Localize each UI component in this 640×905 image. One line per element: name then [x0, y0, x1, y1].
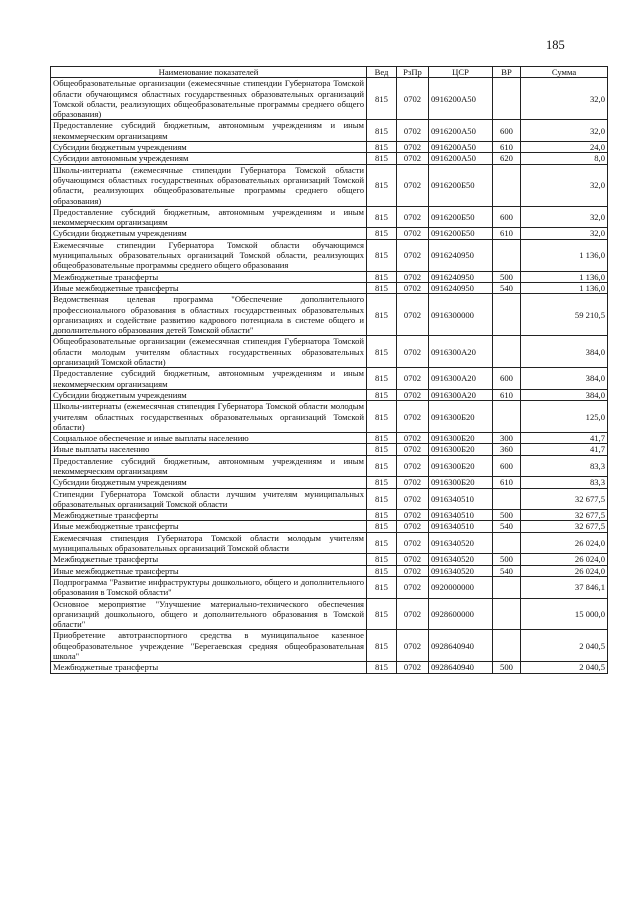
row-ved: 815: [367, 239, 397, 271]
row-name: Иные межбюджетные трансферты: [51, 565, 367, 576]
row-csr: 0916240950: [429, 239, 493, 271]
row-csr: 0916300Б20: [429, 455, 493, 477]
row-rzpr: 0702: [397, 389, 429, 400]
row-csr: 0916340510: [429, 521, 493, 532]
row-rzpr: 0702: [397, 368, 429, 390]
row-vr: 500: [493, 271, 521, 282]
row-ved: 815: [367, 477, 397, 488]
header-name: Наименование показателей: [51, 67, 367, 78]
row-sum: 26 024,0: [521, 532, 608, 554]
table-row: [51, 401, 608, 433]
row-rzpr: 0702: [397, 294, 429, 336]
header-ved: Вед: [367, 67, 397, 78]
row-ved: 815: [367, 164, 397, 206]
row-csr: 0916240950: [429, 271, 493, 282]
row-csr: 0916340510: [429, 488, 493, 510]
row-name: Школы-интернаты (ежемесячные стипендии Губернатора Томской области обучающимся областных государственных образовательных организаций Томской области, реализующих общеобразовательные программы среднего общего образования): [51, 164, 367, 206]
row-csr: 0916340520: [429, 532, 493, 554]
row-ved: 815: [367, 662, 397, 673]
row-rzpr: 0702: [397, 142, 429, 153]
row-rzpr: 0702: [397, 477, 429, 488]
table-row: [51, 662, 608, 673]
row-vr: 300: [493, 433, 521, 444]
row-vr: [493, 630, 521, 662]
row-vr: 600: [493, 455, 521, 477]
row-vr: 610: [493, 228, 521, 239]
row-rzpr: 0702: [397, 153, 429, 164]
row-rzpr: 0702: [397, 662, 429, 673]
row-csr: 0916340520: [429, 565, 493, 576]
budget-table: [50, 66, 608, 674]
row-csr: 0916300А20: [429, 336, 493, 368]
row-ved: 815: [367, 630, 397, 662]
row-name: Ежемесячная стипендия Губернатора Томской области молодым учителям муниципальных образовательных организаций Томской области: [51, 532, 367, 554]
table-row: [51, 153, 608, 164]
row-rzpr: 0702: [397, 120, 429, 142]
row-sum: 32 677,5: [521, 488, 608, 510]
row-vr: [493, 488, 521, 510]
row-vr: 540: [493, 282, 521, 293]
row-rzpr: 0702: [397, 510, 429, 521]
row-vr: [493, 294, 521, 336]
table-row: [51, 433, 608, 444]
row-rzpr: 0702: [397, 532, 429, 554]
row-vr: [493, 78, 521, 120]
table-row: [51, 389, 608, 400]
row-sum: 2 040,5: [521, 630, 608, 662]
table-row: [51, 488, 608, 510]
row-rzpr: 0702: [397, 433, 429, 444]
row-ved: 815: [367, 368, 397, 390]
row-csr: 0916200А50: [429, 153, 493, 164]
row-csr: 0920000000: [429, 576, 493, 598]
row-name: Межбюджетные трансферты: [51, 554, 367, 565]
row-ved: 815: [367, 433, 397, 444]
row-ved: 815: [367, 510, 397, 521]
row-csr: 0916200А50: [429, 120, 493, 142]
row-rzpr: 0702: [397, 488, 429, 510]
row-csr: 0928640940: [429, 630, 493, 662]
row-rzpr: 0702: [397, 455, 429, 477]
row-ved: 815: [367, 598, 397, 630]
row-sum: 32,0: [521, 78, 608, 120]
row-ved: 815: [367, 282, 397, 293]
row-csr: 0916300А20: [429, 368, 493, 390]
row-rzpr: 0702: [397, 228, 429, 239]
row-vr: [493, 239, 521, 271]
row-rzpr: 0702: [397, 630, 429, 662]
row-csr: 0916300000: [429, 294, 493, 336]
row-sum: 384,0: [521, 368, 608, 390]
row-csr: 0916300Б20: [429, 433, 493, 444]
table-row: [51, 142, 608, 153]
row-ved: 815: [367, 153, 397, 164]
row-rzpr: 0702: [397, 554, 429, 565]
table-row: [51, 521, 608, 532]
row-sum: 26 024,0: [521, 565, 608, 576]
row-vr: 500: [493, 662, 521, 673]
row-csr: 0916340510: [429, 510, 493, 521]
row-csr: 0928640940: [429, 662, 493, 673]
row-rzpr: 0702: [397, 78, 429, 120]
row-vr: [493, 532, 521, 554]
row-rzpr: 0702: [397, 282, 429, 293]
row-name: Иные межбюджетные трансферты: [51, 521, 367, 532]
row-name: Стипендии Губернатора Томской области лучшим учителям муниципальных образовательных организаций Томской области: [51, 488, 367, 510]
row-sum: 32,0: [521, 206, 608, 228]
table-row: [51, 120, 608, 142]
header-rzpr: РзПр: [397, 67, 429, 78]
table-row: [51, 576, 608, 598]
row-csr: 0916200Б50: [429, 164, 493, 206]
row-sum: 32,0: [521, 164, 608, 206]
row-sum: 15 000,0: [521, 598, 608, 630]
row-ved: 815: [367, 336, 397, 368]
row-csr: 0916300Б20: [429, 401, 493, 433]
row-name: Приобретение автотранспортного средства в муниципальное казенное общеобразовательное учреждение "Берегаевская средняя общеобразовательная школа": [51, 630, 367, 662]
row-sum: 125,0: [521, 401, 608, 433]
row-sum: 83,3: [521, 477, 608, 488]
row-vr: [493, 164, 521, 206]
row-csr: 0928600000: [429, 598, 493, 630]
row-name: Субсидии автономным учреждениям: [51, 153, 367, 164]
row-rzpr: 0702: [397, 576, 429, 598]
table-row: [51, 271, 608, 282]
row-ved: 815: [367, 455, 397, 477]
row-vr: 610: [493, 477, 521, 488]
row-name: Межбюджетные трансферты: [51, 271, 367, 282]
row-name: Предоставление субсидий бюджетным, автономным учреждениям и иным некоммерческим организациям: [51, 206, 367, 228]
row-ved: 815: [367, 565, 397, 576]
row-csr: 0916200А50: [429, 78, 493, 120]
table-row: [51, 532, 608, 554]
row-ved: 815: [367, 142, 397, 153]
row-sum: 41,7: [521, 444, 608, 455]
row-ved: 815: [367, 554, 397, 565]
row-name: Ведомственная целевая программа "Обеспечение дополнительного профессионального образования в областных государственных образовательных организациях и содействие развитию кадрового потенциала в системе общего и дополнительного образования детей Томской области": [51, 294, 367, 336]
row-sum: 83,3: [521, 455, 608, 477]
table-row: [51, 239, 608, 271]
row-sum: 384,0: [521, 336, 608, 368]
row-ved: 815: [367, 401, 397, 433]
table-row: [51, 368, 608, 390]
row-vr: 610: [493, 389, 521, 400]
row-name: Иные межбюджетные трансферты: [51, 282, 367, 293]
header-vr: ВР: [493, 67, 521, 78]
row-name: Субсидии бюджетным учреждениям: [51, 228, 367, 239]
row-csr: 0916300Б20: [429, 444, 493, 455]
row-vr: [493, 336, 521, 368]
row-vr: 600: [493, 206, 521, 228]
header-sum: Сумма: [521, 67, 608, 78]
table-row: [51, 228, 608, 239]
row-vr: [493, 576, 521, 598]
table-row: [51, 510, 608, 521]
row-sum: 1 136,0: [521, 271, 608, 282]
row-vr: [493, 598, 521, 630]
table-header-row: [51, 67, 608, 78]
row-csr: 0916200Б50: [429, 228, 493, 239]
table-row: [51, 455, 608, 477]
table-row: [51, 78, 608, 120]
table-row: [51, 282, 608, 293]
row-vr: 500: [493, 510, 521, 521]
table-row: [51, 477, 608, 488]
row-name: Субсидии бюджетным учреждениям: [51, 389, 367, 400]
row-sum: 41,7: [521, 433, 608, 444]
page-number: 185: [546, 38, 565, 52]
table-row: [51, 164, 608, 206]
table-row: [51, 598, 608, 630]
row-csr: 0916340520: [429, 554, 493, 565]
row-ved: 815: [367, 521, 397, 532]
row-name: Субсидии бюджетным учреждениям: [51, 142, 367, 153]
row-ved: 815: [367, 78, 397, 120]
row-ved: 815: [367, 228, 397, 239]
row-ved: 815: [367, 120, 397, 142]
row-ved: 815: [367, 389, 397, 400]
row-ved: 815: [367, 532, 397, 554]
row-sum: 32 677,5: [521, 510, 608, 521]
row-name: Школы-интернаты (ежемесячная стипендия Губернатора Томской области молодым учителям областных государственных образовательных организаций Томской области): [51, 401, 367, 433]
row-sum: 32,0: [521, 120, 608, 142]
row-vr: [493, 401, 521, 433]
row-vr: 600: [493, 368, 521, 390]
row-ved: 815: [367, 576, 397, 598]
row-csr: 0916300А20: [429, 389, 493, 400]
row-rzpr: 0702: [397, 206, 429, 228]
row-sum: 1 136,0: [521, 282, 608, 293]
row-vr: 600: [493, 120, 521, 142]
header-csr: ЦСР: [429, 67, 493, 78]
row-name: Предоставление субсидий бюджетным, автономным учреждениям и иным некоммерческим организациям: [51, 368, 367, 390]
row-sum: 37 846,1: [521, 576, 608, 598]
table-row: [51, 565, 608, 576]
table-row: [51, 294, 608, 336]
row-name: Основное мероприятие "Улучшение материально-технического обеспечения организаций дошкольного, общего и дополнительного образования в Томской области": [51, 598, 367, 630]
row-sum: 32,0: [521, 228, 608, 239]
row-sum: 1 136,0: [521, 239, 608, 271]
row-ved: 815: [367, 444, 397, 455]
row-name: Предоставление субсидий бюджетным, автономным учреждениям и иным некоммерческим организациям: [51, 120, 367, 142]
row-name: Общеобразовательные организации (ежемесячные стипендии Губернатора Томской области обучающимся областных государственных образовательных организаций Томской области, реализующих общеобразовательные программы среднего общего образования): [51, 78, 367, 120]
row-name: Субсидии бюджетным учреждениям: [51, 477, 367, 488]
row-name: Ежемесячные стипендии Губернатора Томской области обучающимся муниципальных образовательных организаций Томской области, реализующих общеобразовательные программы среднего общего образования: [51, 239, 367, 271]
row-rzpr: 0702: [397, 521, 429, 532]
row-sum: 59 210,5: [521, 294, 608, 336]
row-vr: 500: [493, 554, 521, 565]
table-row: [51, 554, 608, 565]
row-rzpr: 0702: [397, 336, 429, 368]
row-csr: 0916300Б20: [429, 477, 493, 488]
row-csr: 0916200Б50: [429, 206, 493, 228]
row-vr: 610: [493, 142, 521, 153]
row-vr: 540: [493, 565, 521, 576]
row-ved: 815: [367, 488, 397, 510]
row-vr: 360: [493, 444, 521, 455]
row-rzpr: 0702: [397, 239, 429, 271]
table-row: [51, 630, 608, 662]
row-csr: 0916240950: [429, 282, 493, 293]
row-name: Подпрограмма "Развитие инфраструктуры дошкольного, общего и дополнительного образования в Томской области": [51, 576, 367, 598]
row-vr: 540: [493, 521, 521, 532]
row-ved: 815: [367, 206, 397, 228]
row-name: Межбюджетные трансферты: [51, 510, 367, 521]
row-name: Иные выплаты населению: [51, 444, 367, 455]
row-rzpr: 0702: [397, 164, 429, 206]
row-rzpr: 0702: [397, 444, 429, 455]
row-sum: 24,0: [521, 142, 608, 153]
row-vr: 620: [493, 153, 521, 164]
row-csr: 0916200А50: [429, 142, 493, 153]
row-name: Межбюджетные трансферты: [51, 662, 367, 673]
row-sum: 2 040,5: [521, 662, 608, 673]
table-row: [51, 206, 608, 228]
row-rzpr: 0702: [397, 401, 429, 433]
row-sum: 26 024,0: [521, 554, 608, 565]
table-row: [51, 336, 608, 368]
row-name: Предоставление субсидий бюджетным, автономным учреждениям и иным некоммерческим организациям: [51, 455, 367, 477]
row-name: Социальное обеспечение и иные выплаты населению: [51, 433, 367, 444]
row-rzpr: 0702: [397, 598, 429, 630]
row-rzpr: 0702: [397, 271, 429, 282]
row-ved: 815: [367, 294, 397, 336]
row-ved: 815: [367, 271, 397, 282]
row-name: Общеобразовательные организации (ежемесячная стипендия Губернатора Томской области молодым учителям областных государственных образовательных организаций Томской области): [51, 336, 367, 368]
table-row: [51, 444, 608, 455]
row-sum: 384,0: [521, 389, 608, 400]
row-rzpr: 0702: [397, 565, 429, 576]
row-sum: 8,0: [521, 153, 608, 164]
row-sum: 32 677,5: [521, 521, 608, 532]
